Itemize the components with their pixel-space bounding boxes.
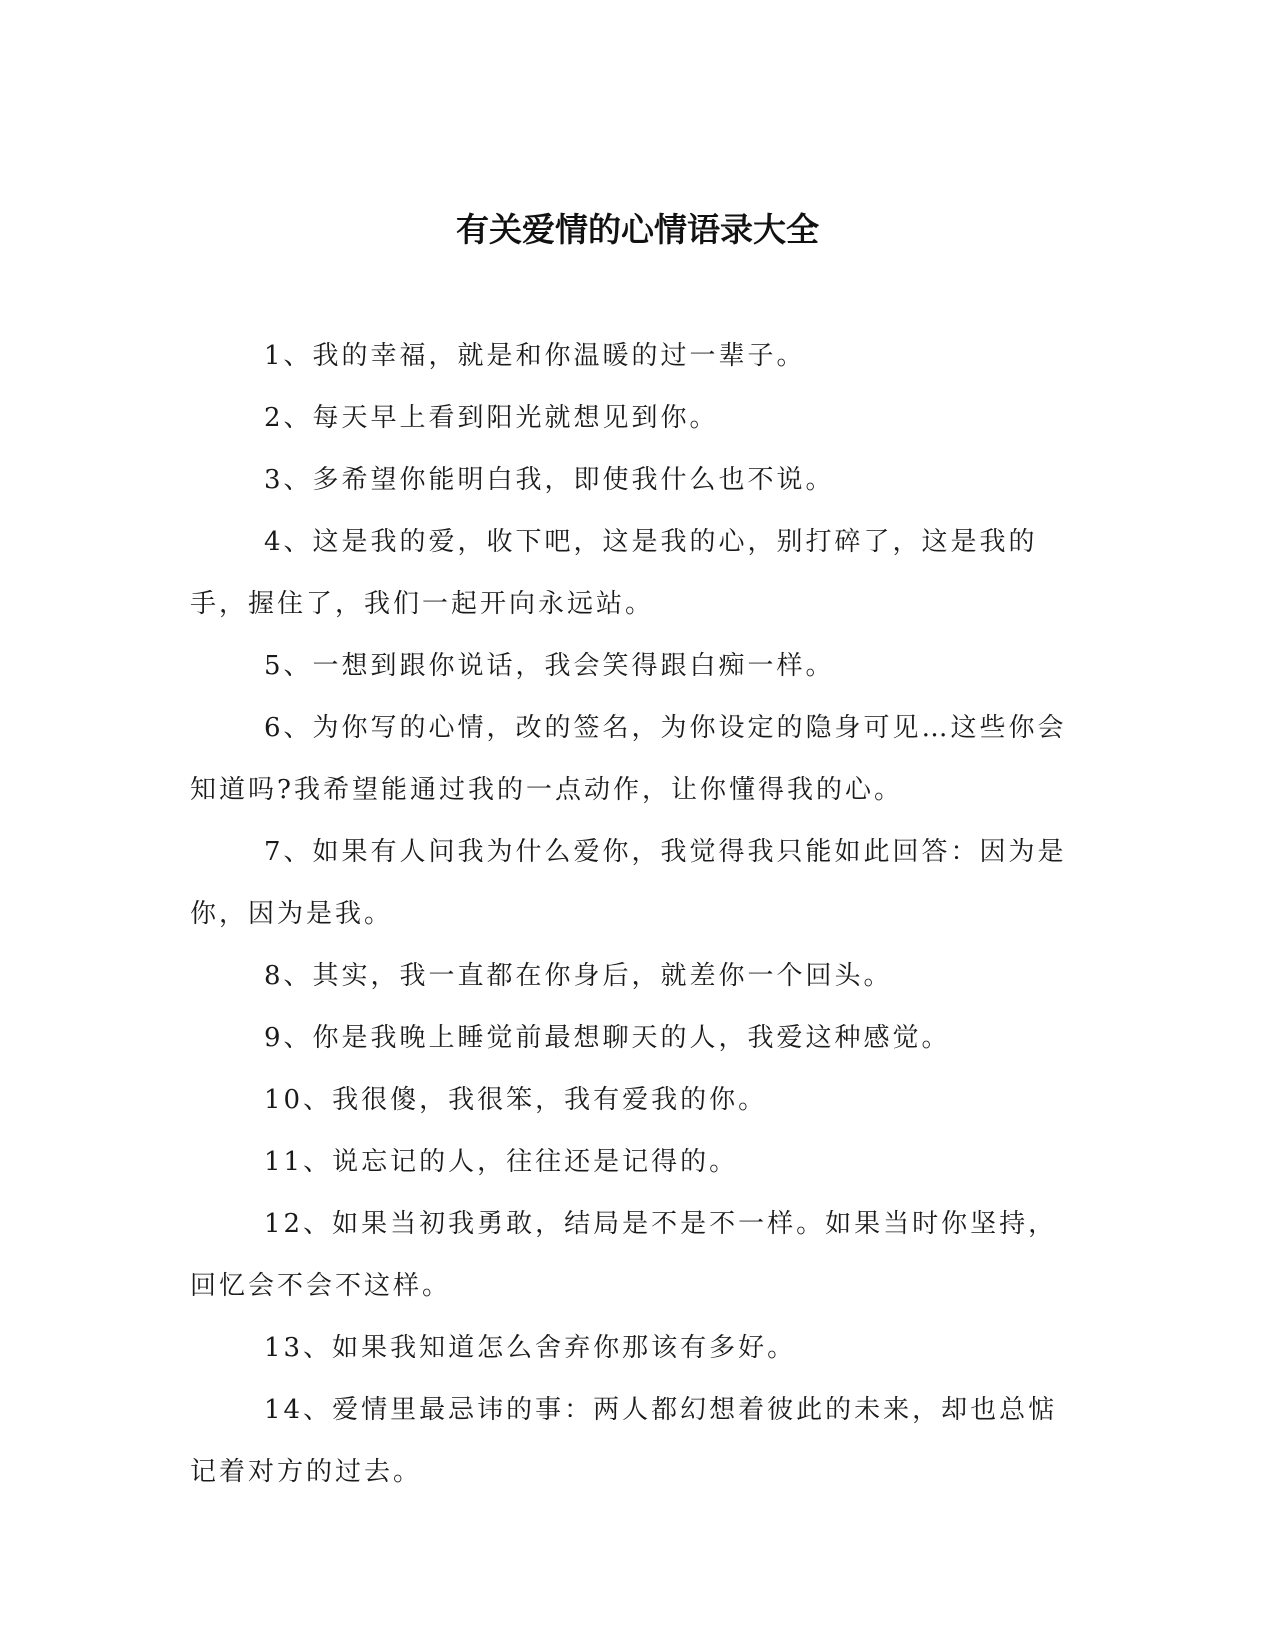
paragraph-9: 9、你是我晚上睡觉前最想聊天的人，我爱这种感觉。 [264,1023,951,1053]
paragraph-2: 2、每天早上看到阳光就想见到你。 [264,403,719,433]
paragraph-11: 11、说忘记的人，往往还是记得的。 [264,1147,739,1177]
paragraph-4: 4、这是我的爱，收下吧，这是我的心，别打碎了，这是我的手，握住了，我们一起开向永远站。 [190,527,1038,619]
paragraph-1: 1、我的幸福，就是和你温暖的过一辈子。 [264,341,806,371]
paragraph-3: 3、多希望你能明白我，即使我什么也不说。 [264,465,835,495]
paragraph-5: 5、一想到跟你说话，我会笑得跟白痴一样。 [264,651,835,681]
paragraph-14: 14、爱情里最忌讳的事：两人都幻想着彼此的未来，却也总惦记着对方的过去。 [190,1395,1058,1487]
paragraph-13: 13、如果我知道怎么舍弃你那该有多好。 [264,1333,797,1363]
paragraph-10: 10、我很傻，我很笨，我有爱我的你。 [264,1085,768,1115]
paragraph-7: 7、如果有人问我为什么爱你，我觉得我只能如此回答：因为是你，因为是我。 [190,837,1067,929]
document-body [190,325,1085,1503]
paragraph-12: 12、如果当初我勇敢，结局是不是不一样。如果当时你坚持，回忆会不会不这样。 [190,1209,1058,1301]
document-title: 有关爱情的心情语录大全 [456,210,819,249]
paragraph-8: 8、其实，我一直都在你身后，就差你一个回头。 [264,961,893,991]
paragraph-6: 6、为你写的心情，改的签名，为你设定的隐身可见…这些你会知道吗?我希望能通过我的一点动作，让你懂得我的心。 [190,713,1067,805]
